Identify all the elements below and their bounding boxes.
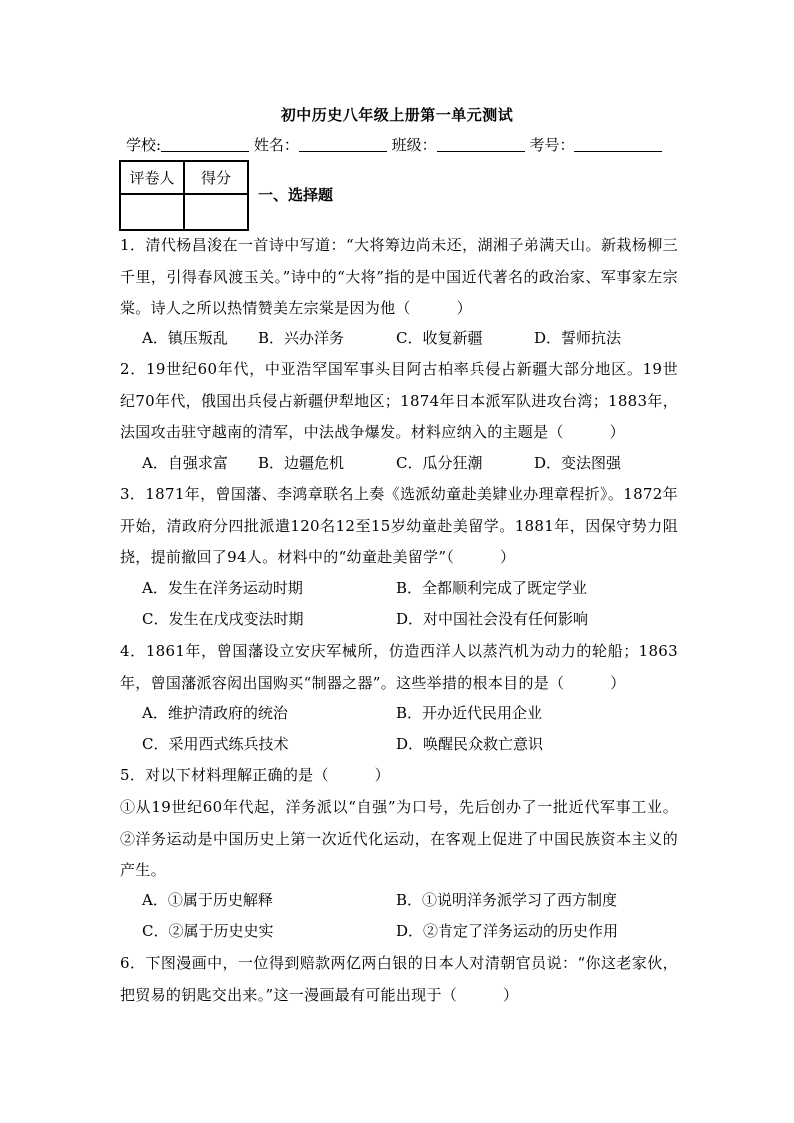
question-5-options-row2 — [142, 916, 682, 946]
question-3-options-row1 — [142, 573, 682, 603]
question-2-options — [142, 448, 682, 478]
question-4-option-b[interactable]: B．开办近代民用企业 — [396, 704, 543, 722]
score-cell[interactable] — [184, 194, 248, 230]
question-4-option-a[interactable]: A．维护清政府的统治 — [142, 704, 288, 722]
question-3-option-a[interactable]: A．发生在洋务运动时期 — [142, 579, 303, 597]
question-1-option-a[interactable]: A．镇压叛乱 — [142, 329, 228, 347]
question-4-options-row2 — [142, 729, 682, 759]
question-3-option-d[interactable]: D．对中国社会没有任何影响 — [396, 610, 589, 628]
question-1-options — [142, 323, 682, 353]
question-5-option-c[interactable]: C．②属于历史史实 — [142, 922, 274, 940]
name-label: 姓名： — [253, 136, 299, 154]
question-1-option-d[interactable]: D．誓师抗法 — [534, 329, 622, 347]
question-3: 3．1871年，曾国藩、李鸿章联名上奏《选派幼童赴美肄业办理章程折》。1872年开始，清政府分四批派遣120名12至15岁幼童赴美留学。1881年，因保守势力阻挠，提前撤回了94人。材料中的“幼童赴美留学”（ ） — [120, 485, 678, 566]
question-1: 1．清代杨昌浚在一首诗中写道：“大将筹边尚未还，湖湘子弟满天山。新栽杨柳三千里，引得春风渡玉关。”诗中的“大将”指的是中国近代著名的政治家、军事家左宗棠。诗人之所以热情赞美左宗棠是因为他（ ） — [120, 236, 678, 317]
exam-no-label: 考号： — [529, 136, 575, 154]
student-info-row — [126, 134, 686, 155]
grader-cell[interactable] — [120, 194, 184, 230]
page-title: 初中历史八年级上册第一单元测试 — [280, 106, 514, 124]
name-blank[interactable] — [299, 137, 387, 152]
section-heading: 一、选择题 — [258, 186, 334, 204]
question-2-option-b[interactable]: B．边疆危机 — [258, 454, 345, 472]
class-label: 班级： — [391, 136, 437, 154]
score-table — [119, 160, 249, 231]
question-5-material: ①从19世纪60年代起，洋务派以“自强”为口号，先后创办了一批近代军事工业。②洋务运动是中国历史上第一次近代化运动，在客观上促进了中国民族资本主义的产生。 — [120, 798, 678, 879]
question-2: 2．19世纪60年代，中亚浩罕国军事头目阿古柏率兵侵占新疆大部分地区。19世纪70年代，俄国出兵侵占新疆伊犁地区；1874年日本派军队进攻台湾；1883年，法国攻击驻守越南的清军，中法战争爆发。材料应纳入的主题是（ ） — [120, 360, 678, 441]
question-2-option-d[interactable]: D．变法图强 — [534, 454, 622, 472]
question-6: 6．下图漫画中，一位得到赔款两亿两白银的日本人对清朝官员说：“你这老家伙，把贸易的钥匙交出来。”这一漫画最有可能出现于（ ） — [120, 954, 678, 1004]
question-5-option-b[interactable]: B．①说明洋务派学习了西方制度 — [396, 891, 618, 909]
school-label: 学校: — [126, 136, 162, 154]
class-blank[interactable] — [437, 137, 525, 152]
question-4-option-d[interactable]: D．唤醒民众救亡意识 — [396, 735, 544, 753]
grader-header: 评卷人 — [120, 161, 184, 194]
question-2-option-c[interactable]: C．瓜分狂潮 — [396, 454, 483, 472]
question-4: 4．1861年，曾国藩设立安庆军械所，仿造西洋人以蒸汽机为动力的轮船；1863年，曾国藩派容闳出国购买“制器之器”。这些举措的根本目的是（ ） — [120, 642, 678, 692]
question-3-option-b[interactable]: B．全都顺利完成了既定学业 — [396, 579, 588, 597]
question-1-option-c[interactable]: C．收复新疆 — [396, 329, 483, 347]
question-5: 5．对以下材料理解正确的是（ ） — [120, 766, 390, 784]
question-5-option-a[interactable]: A．①属于历史解释 — [142, 891, 273, 909]
school-blank[interactable] — [161, 137, 249, 152]
question-4-options-row1 — [142, 698, 682, 728]
question-3-option-c[interactable]: C．发生在戊戌变法时期 — [142, 610, 304, 628]
question-2-option-a[interactable]: A．自强求富 — [142, 454, 228, 472]
question-5-option-d[interactable]: D．②肯定了洋务运动的历史作用 — [396, 922, 619, 940]
score-header: 得分 — [184, 161, 248, 194]
question-3-options-row2 — [142, 604, 682, 634]
exam-no-blank[interactable] — [574, 137, 662, 152]
question-5-options-row1 — [142, 885, 682, 915]
question-4-option-c[interactable]: C．采用西式练兵技术 — [142, 735, 289, 753]
question-1-option-b[interactable]: B．兴办洋务 — [258, 329, 345, 347]
